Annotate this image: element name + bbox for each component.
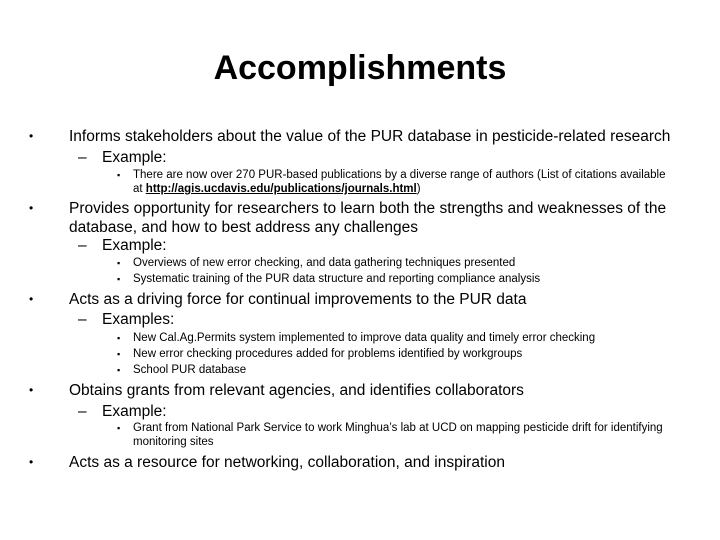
bullet-marker: • (29, 201, 34, 215)
bullet-text: Acts as a resource for networking, collaboration, and inspiration (69, 454, 505, 471)
bullet-marker: • (29, 455, 34, 469)
citations-link[interactable]: http://agis.ucdavis.edu/publications/journals.html (145, 183, 417, 195)
square-bullet-icon: ▪ (117, 258, 121, 268)
square-bullet-icon: ▪ (117, 365, 121, 375)
sub-text: Example: (102, 237, 167, 254)
square-bullet-icon: ▪ (117, 170, 121, 180)
bullet-text: Informs stakeholders about the value of the PUR database in pesticide-related research (69, 128, 671, 145)
square-bullet-icon: ▪ (117, 423, 121, 433)
bullet-text: Obtains grants from relevant agencies, and identifies collaborators (69, 382, 524, 399)
detail-text: Systematic training of the PUR data structure and reporting compliance analysis (133, 273, 541, 285)
detail-text: School PUR database (133, 364, 247, 376)
dash-marker: – (78, 311, 87, 328)
bullet-marker: • (29, 129, 34, 143)
square-bullet-icon: ▪ (117, 333, 121, 343)
sub-text: Examples: (102, 311, 175, 328)
dash-marker: – (78, 149, 87, 166)
detail-text: Overviews of new error checking, and data gathering techniques presented (133, 257, 516, 269)
slide-title: Accomplishments (213, 49, 507, 87)
detail-text: New error checking procedures added for problems identified by workgroups (133, 348, 523, 360)
sub-text: Example: (102, 403, 167, 420)
bullet-text: Acts as a driving force for continual improvements to the PUR data (69, 291, 527, 308)
dash-marker: – (78, 237, 87, 254)
square-bullet-icon: ▪ (117, 349, 121, 359)
sub-text: Example: (102, 149, 167, 166)
bullet-marker: • (29, 383, 34, 397)
dash-marker: – (78, 403, 87, 420)
detail-text: New Cal.Ag.Permits system implemented to improve data quality and timely error checking (133, 332, 596, 344)
detail-text: Grant from National Park Service to work Minghua’s lab at UCD on mapping pesticide drift for identifying monitoring sites (133, 422, 663, 448)
square-bullet-icon: ▪ (117, 274, 121, 284)
bullet-text: Provides opportunity for researchers to learn both the strengths and weaknesses of the database, and how to best address any challenges (69, 200, 667, 236)
detail-text: There are now over 270 PUR-based publications by a diverse range of authors (List of citations available at http://agis.ucdavis.edu/publications/journals.html) (133, 169, 666, 195)
bullet-marker: • (29, 292, 34, 306)
